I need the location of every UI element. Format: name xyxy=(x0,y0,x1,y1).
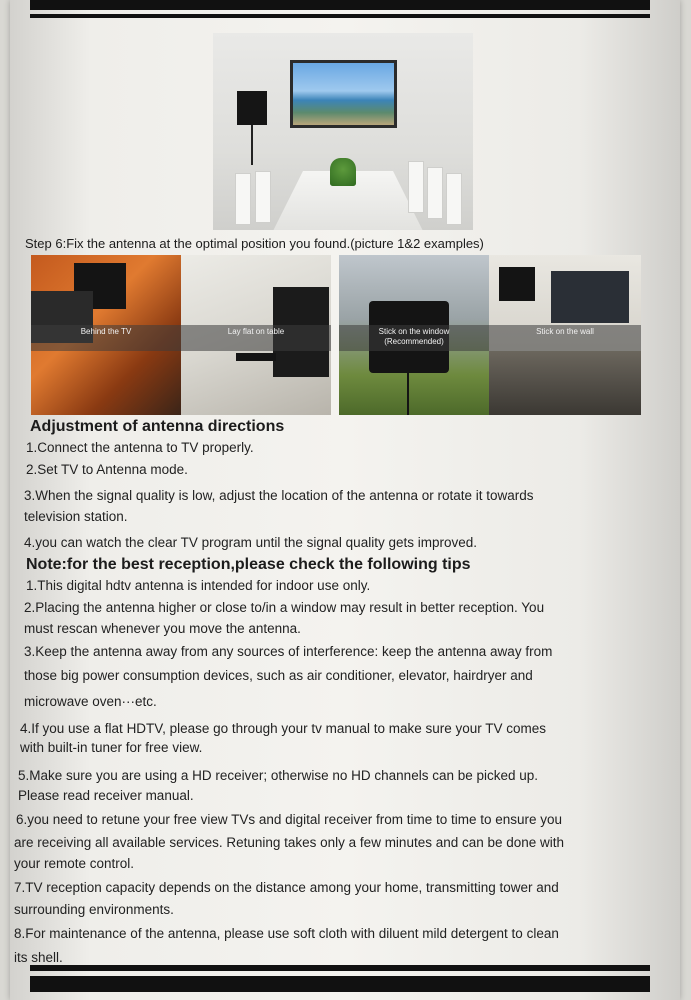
antenna-picture xyxy=(237,91,267,125)
step-6-text: Step 6:Fix the antenna at the optimal position you found.(picture 1&2 examples) xyxy=(25,236,484,251)
plant xyxy=(330,158,356,186)
note-line: 8.For maintenance of the antenna, please use soft cloth with diluent mild detergent to clean xyxy=(14,926,559,941)
note-line: with built-in tuner for free view. xyxy=(20,740,203,755)
panel-wall: Stick on the wall xyxy=(489,255,641,415)
room-photo xyxy=(213,33,473,230)
viewers xyxy=(489,351,641,415)
top-band-thin xyxy=(30,14,650,18)
note-line: 3.Keep the antenna away from any sources of interference: keep the antenna away from xyxy=(24,644,553,659)
adjust-line: 1.Connect the antenna to TV properly. xyxy=(26,440,254,455)
note-line: its shell. xyxy=(14,950,63,965)
note-line: must rescan whenever you move the antenna. xyxy=(24,621,301,636)
note-line: 2.Placing the antenna higher or close to/in a window may result in better reception. You xyxy=(24,600,545,615)
bottom-band-thin xyxy=(30,965,650,971)
placement-examples xyxy=(31,255,641,415)
tv-picture xyxy=(551,271,629,323)
note-line: 4.If you use a flat HDTV, please go through your tv manual to make sure your TV comes xyxy=(20,721,547,736)
antenna-picture xyxy=(236,353,276,361)
bottom-band xyxy=(30,976,650,992)
adjust-line: 3.When the signal quality is low, adjust the location of the antenna or rotate it towards xyxy=(24,488,534,503)
note-line: 5.Make sure you are using a HD receiver; otherwise no HD channels can be picked up. xyxy=(18,768,539,783)
note-line: your remote control. xyxy=(14,856,135,871)
note-line: surrounding environments. xyxy=(14,902,174,917)
adjustment-heading: Adjustment of antenna directions xyxy=(30,418,285,435)
top-band xyxy=(30,0,650,10)
note-heading: Note:for the best reception,please check the following tips xyxy=(26,556,471,573)
note-line: are receiving all available services. Retuning takes only a few minutes and can be done with xyxy=(14,835,565,850)
wall-tv xyxy=(290,60,397,128)
panel-lay-flat: Lay flat on table xyxy=(181,255,331,415)
note-line: those big power consumption devices, such as air conditioner, elevator, hairdryer and xyxy=(24,668,533,683)
note-line: Please read receiver manual. xyxy=(18,788,194,803)
adjust-line: 2.Set TV to Antenna mode. xyxy=(26,462,188,477)
note-line: microwave oven···etc. xyxy=(24,694,157,709)
note-line: 7.TV reception capacity depends on the distance among your home, transmitting tower and xyxy=(14,880,559,895)
adjust-line: 4.you can watch the clear TV program until the signal quality gets improved. xyxy=(24,535,477,550)
adjust-line: television station. xyxy=(24,509,128,524)
antenna-picture xyxy=(499,267,535,301)
panel-window: Stick on the window (Recommended) xyxy=(339,255,489,415)
note-line: 1.This digital hdtv antenna is intended for indoor use only. xyxy=(26,578,371,593)
panel-behind-tv: Behind the TV xyxy=(31,255,181,415)
note-line: 6.you need to retune your free view TVs and digital receiver from time to time to ensure you xyxy=(16,812,563,827)
